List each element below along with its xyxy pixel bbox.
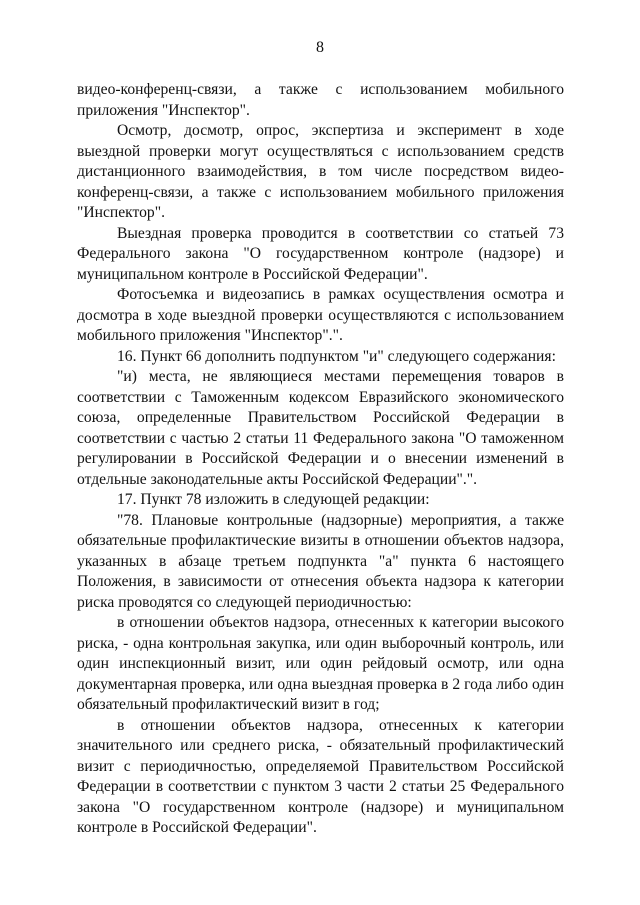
paragraph-item-78: "78. Плановые контрольные (надзорные) мероприятия, а также обязательные профилактические визиты в отношении объектов надзора, указанных в абзаце третьем подпункта "а" пункта 6 настоящего Положения, в зависимости от отнесения объекта надзора к категории риска проводятся со следующей периодичностью:	[77, 511, 564, 611]
paragraph-inspection-methods: Осмотр, досмотр, опрос, экспертиза и эксперимент в ходе выездной проверки могут осуществляться с использованием средств дистанционного взаимодействия, в том числе посредством видео-конференц-связи, а также с использованием мобильного приложения "Инспектор".	[77, 122, 564, 221]
paragraph-subitem-i: "и) места, не являющиеся местами перемещения товаров в соответствии с Таможенным кодексом Евразийского экономического союза, определенные Правительством Российской Федерации в соответствии с частью 2 статьи 11 Федерального закона "О таможенном регулировании в Российской Федерации и о внесении изменений в отдельные законодательные акты Российской Федерации".".	[77, 368, 564, 488]
paragraph-photo-video: Фотосъемка и видеозапись в рамках осуществления осмотра и досмотра в ходе выездной проверки осуществляются с использованием мобильного приложения "Инспектор".".	[77, 286, 564, 344]
paragraph-medium-risk: в отношении объектов надзора, отнесенных к категории значительного или среднего риска, - обязательный профилактический визит с периодичностью, определяемой Правительством Российской Федерации в соответствии с пунктом 3 части 2 статьи 25 Федерального закона "О государственном контроле (надзоре) и муниципальном контроле в Российской Федерации".	[77, 716, 564, 836]
document-body	[77, 80, 564, 839]
paragraph-field-inspection-law: Выездная проверка проводится в соответствии со статьей 73 Федерального закона "О государственном контроле (надзоре) и муниципальном контроле в Российской Федерации".	[77, 224, 564, 283]
paragraph-item-17: 17. Пункт 78 изложить в следующей редакции:	[117, 491, 430, 508]
paragraph-continuation: видео-конференц-связи, а также с использованием мобильного приложения "Инспектор".	[77, 81, 564, 119]
page-number: 8	[316, 39, 324, 56]
paragraph-item-16: 16. Пункт 66 дополнить подпунктом "и" следующего содержания:	[117, 347, 556, 365]
paragraph-high-risk: в отношении объектов надзора, отнесенных к категории высокого риска, - одна контрольная закупка, или один выборочный контроль, или один инспекционный визит, или один рейдовый осмотр, или одна документарная проверка, или одна выездная проверка в 2 года либо один обязательный профилактический визит в год;	[77, 614, 564, 713]
